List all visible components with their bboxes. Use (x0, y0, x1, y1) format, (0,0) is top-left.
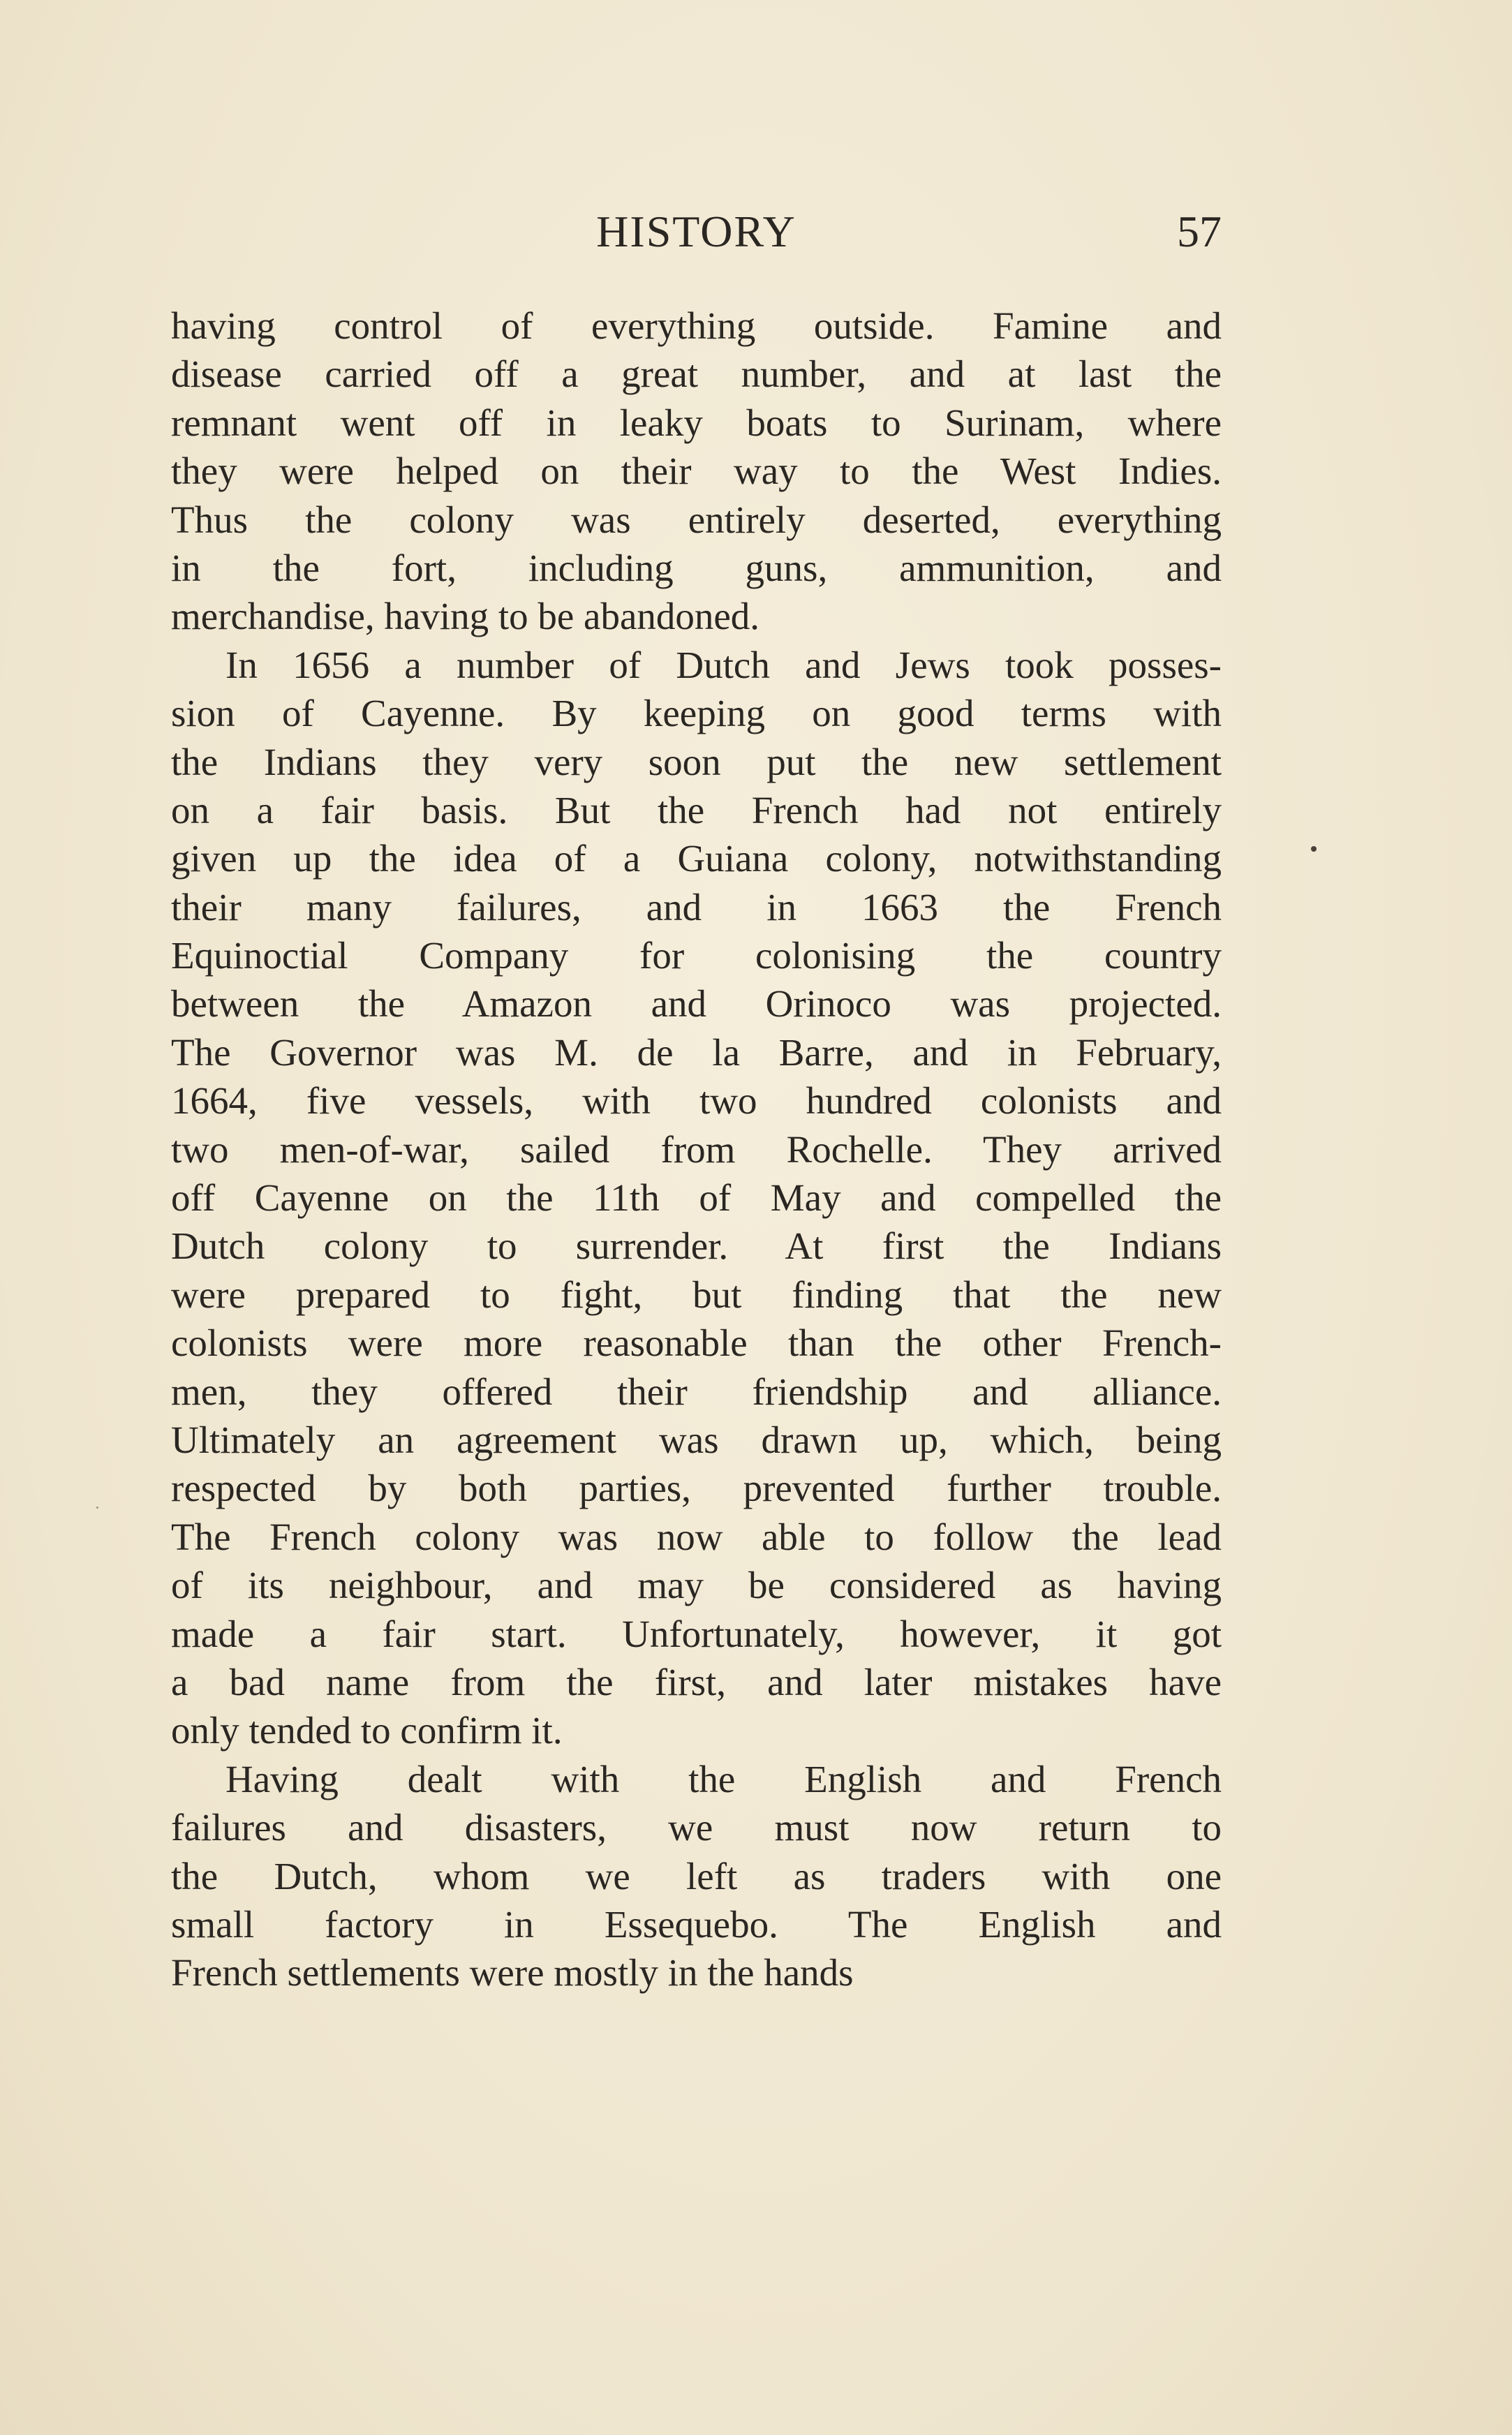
text-line: between the Amazon and Orinoco was projected. (171, 982, 1222, 1026)
text-line: sion of Cayenne. By keeping on good terms with (171, 692, 1222, 735)
text-line: on a fair basis. But the French had not entirely (171, 788, 1222, 831)
text-line: they were helped on their way to the West Indies. (171, 450, 1222, 493)
text-line: of its neighbour, and may be considered as having (171, 1564, 1222, 1607)
text-line: the Indians they very soon put the new settlement (171, 740, 1222, 783)
body-text (171, 302, 1222, 1997)
text-line: disease carried off a great number, and at last the (171, 353, 1222, 396)
text-line: a bad name from the first, and later mistakes have (171, 1660, 1222, 1703)
text-line: given up the idea of a Guiana colony, notwithstanding (171, 837, 1222, 880)
paragraph (171, 1755, 1222, 1997)
text-line: Having dealt with the English and French (225, 1757, 1222, 1800)
text-line: Dutch colony to surrender. At first the Indians (171, 1224, 1222, 1268)
running-title: HISTORY (596, 207, 796, 256)
text-line: colonists were more reasonable than the other French- (171, 1322, 1222, 1365)
text-line: Thus the colony was entirely deserted, everything (171, 498, 1222, 541)
text-line: only tended to confirm it. (171, 1709, 563, 1752)
text-line: their many failures, and in 1663 the French (171, 885, 1222, 928)
text-line: respected by both parties, prevented further trouble. (171, 1467, 1222, 1510)
paper-speck (96, 1507, 98, 1509)
text-line: small factory in Essequebo. The English and (171, 1902, 1222, 1946)
paragraph (171, 302, 1222, 641)
text-line: 1664, five vessels, with two hundred colonists and (171, 1079, 1222, 1123)
text-line: men, they offered their friendship and alliance. (171, 1370, 1222, 1413)
text-line: Ultimately an agreement was drawn up, which, being (171, 1418, 1222, 1461)
page-number: 57 (1177, 207, 1222, 256)
text-line: having control of everything outside. Famine and (171, 304, 1222, 347)
text-line: two men-of-war, sailed from Rochelle. They arrived (171, 1127, 1222, 1171)
text-line: merchandise, having to be abandoned. (171, 595, 760, 638)
text-line: remnant went off in leaky boats to Surinam, where (171, 401, 1222, 444)
paragraph (171, 641, 1222, 1755)
text-line: French settlements were mostly in the hands (171, 1951, 854, 1994)
paper-speck (1311, 846, 1317, 852)
text-line: were prepared to fight, but finding that the new (171, 1273, 1222, 1316)
text-line: The Governor was M. de la Barre, and in February, (171, 1030, 1222, 1074)
text-line: made a fair start. Unfortunately, however, it got (171, 1612, 1222, 1655)
running-header (171, 204, 1222, 260)
text-line: in the fort, including guns, ammunition, and (171, 546, 1222, 589)
text-line: off Cayenne on the 11th of May and compelled the (171, 1176, 1222, 1220)
text-line: the Dutch, whom we left as traders with one (171, 1854, 1222, 1897)
text-line: In 1656 a number of Dutch and Jews took posses- (225, 643, 1222, 686)
text-line: The French colony was now able to follow the lead (171, 1515, 1222, 1558)
text-line: failures and disasters, we must now return to (171, 1806, 1222, 1849)
text-line: Equinoctial Company for colonising the country (171, 934, 1222, 977)
